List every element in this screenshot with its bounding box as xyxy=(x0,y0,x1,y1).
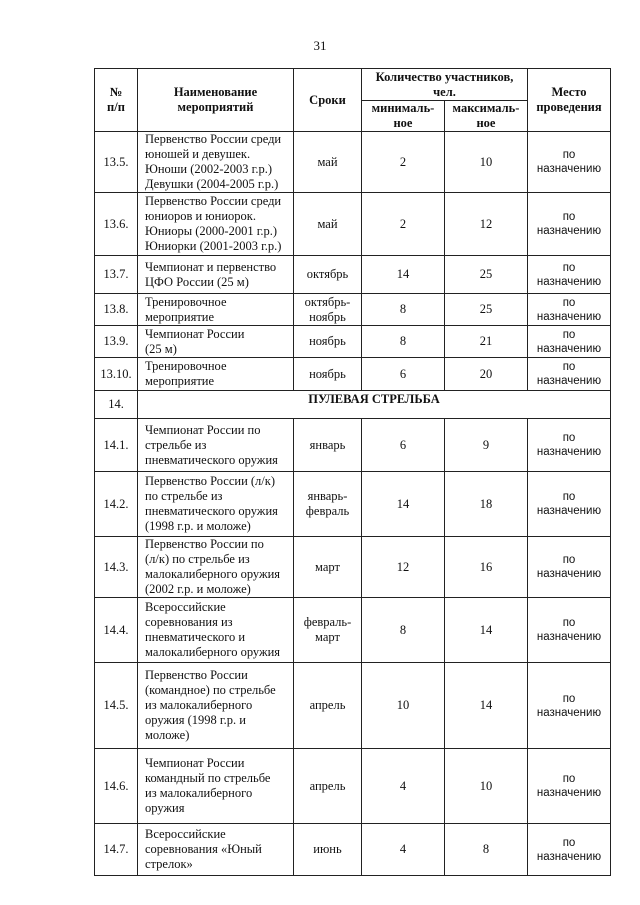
row-number: 14.6. xyxy=(95,749,138,824)
participants-max: 16 xyxy=(445,537,528,598)
row-number: 13.6. xyxy=(95,193,138,256)
event-place: по назначению xyxy=(528,294,611,326)
page-number: 31 xyxy=(313,38,327,53)
participants-min: 4 xyxy=(362,824,445,876)
header-place: Место проведения xyxy=(528,69,611,132)
event-name: Чемпионат России по стрельбе из пневматического оружия xyxy=(138,419,294,472)
table-row xyxy=(95,472,611,537)
table-row xyxy=(95,749,611,824)
event-name: Чемпионат России командный по стрельбе из малокалиберного оружия xyxy=(138,749,294,824)
event-name: Тренировочное мероприятие xyxy=(138,294,294,326)
row-number: 14. xyxy=(95,391,138,419)
event-place: по назначению xyxy=(528,419,611,472)
event-place: по назначению xyxy=(528,326,611,358)
participants-max: 25 xyxy=(445,256,528,294)
participants-min: 8 xyxy=(362,326,445,358)
participants-min: 12 xyxy=(362,537,445,598)
header-dates: Сроки xyxy=(294,69,362,132)
row-number: 14.2. xyxy=(95,472,138,537)
event-place: по назначению xyxy=(528,663,611,749)
section-title: ПУЛЕВАЯ СТРЕЛЬБА xyxy=(138,391,611,419)
participants-max: 21 xyxy=(445,326,528,358)
event-dates: январь- февраль xyxy=(294,472,362,537)
event-name: Всероссийские соревнования «Юный стрелок» xyxy=(138,824,294,876)
event-place: по назначению xyxy=(528,193,611,256)
event-place: по назначению xyxy=(528,537,611,598)
row-number: 13.10. xyxy=(95,358,138,391)
event-dates: октябрь- ноябрь xyxy=(294,294,362,326)
table-row xyxy=(95,326,611,358)
table-row xyxy=(95,824,611,876)
participants-min: 6 xyxy=(362,419,445,472)
table-row xyxy=(95,419,611,472)
participants-min: 2 xyxy=(362,132,445,193)
participants-max: 20 xyxy=(445,358,528,391)
event-name: Чемпионат и первенство ЦФО России (25 м) xyxy=(138,256,294,294)
event-dates: июнь xyxy=(294,824,362,876)
participants-min: 8 xyxy=(362,294,445,326)
event-name: Первенство России среди юниоров и юниорок. Юниоры (2000-2001 г.р.) Юниорки (2001-2003 г.р.) xyxy=(138,193,294,256)
participants-max: 10 xyxy=(445,749,528,824)
header-row xyxy=(95,69,611,101)
participants-max: 8 xyxy=(445,824,528,876)
participants-min: 14 xyxy=(362,256,445,294)
event-dates: март xyxy=(294,537,362,598)
event-place: по назначению xyxy=(528,358,611,391)
table-row xyxy=(95,256,611,294)
event-dates: май xyxy=(294,193,362,256)
participants-min: 6 xyxy=(362,358,445,391)
header-num: № п/п xyxy=(95,69,138,132)
event-dates: февраль- март xyxy=(294,598,362,663)
event-name: Тренировочное мероприятие xyxy=(138,358,294,391)
event-name: Первенство России (л/к) по стрельбе из пневматического оружия (1998 г.р. и моложе) xyxy=(138,472,294,537)
section-row xyxy=(95,391,611,419)
table-row xyxy=(95,294,611,326)
header-name: Наименование мероприятий xyxy=(138,69,294,132)
participants-max: 9 xyxy=(445,419,528,472)
event-name: Первенство России (командное) по стрельбе из малокалиберного оружия (1998 г.р. и моложе) xyxy=(138,663,294,749)
event-dates: октябрь xyxy=(294,256,362,294)
table-row xyxy=(95,132,611,193)
participants-max: 12 xyxy=(445,193,528,256)
participants-max: 14 xyxy=(445,598,528,663)
event-place: по назначению xyxy=(528,132,611,193)
table-row xyxy=(95,598,611,663)
participants-max: 14 xyxy=(445,663,528,749)
row-number: 14.4. xyxy=(95,598,138,663)
table-row xyxy=(95,663,611,749)
row-number: 14.7. xyxy=(95,824,138,876)
header-min: минималь- ное xyxy=(362,101,445,132)
events-table xyxy=(94,68,611,876)
row-number: 14.5. xyxy=(95,663,138,749)
event-dates: ноябрь xyxy=(294,326,362,358)
event-place: по назначению xyxy=(528,824,611,876)
event-place: по назначению xyxy=(528,598,611,663)
participants-min: 2 xyxy=(362,193,445,256)
header-participants: Количество участников, чел. xyxy=(362,69,528,101)
row-number: 14.1. xyxy=(95,419,138,472)
row-number: 13.5. xyxy=(95,132,138,193)
event-dates: январь xyxy=(294,419,362,472)
table-row xyxy=(95,537,611,598)
event-dates: ноябрь xyxy=(294,358,362,391)
event-dates: апрель xyxy=(294,749,362,824)
row-number: 13.7. xyxy=(95,256,138,294)
event-name: Чемпионат России (25 м) xyxy=(138,326,294,358)
event-dates: апрель xyxy=(294,663,362,749)
participants-min: 8 xyxy=(362,598,445,663)
event-place: по назначению xyxy=(528,749,611,824)
participants-max: 10 xyxy=(445,132,528,193)
participants-max: 18 xyxy=(445,472,528,537)
row-number: 13.8. xyxy=(95,294,138,326)
event-place: по назначению xyxy=(528,256,611,294)
participants-max: 25 xyxy=(445,294,528,326)
event-name: Первенство России среди юношей и девушек. Юноши (2002-2003 г.р.) Девушки (2004-2005 г.р.) xyxy=(138,132,294,193)
row-number: 13.9. xyxy=(95,326,138,358)
participants-min: 14 xyxy=(362,472,445,537)
header-max: максималь- ное xyxy=(445,101,528,132)
event-name: Всероссийские соревнования из пневматического и малокалиберного оружия xyxy=(138,598,294,663)
participants-min: 4 xyxy=(362,749,445,824)
event-dates: май xyxy=(294,132,362,193)
event-place: по назначению xyxy=(528,472,611,537)
row-number: 14.3. xyxy=(95,537,138,598)
table-row xyxy=(95,193,611,256)
table-row xyxy=(95,358,611,391)
participants-min: 10 xyxy=(362,663,445,749)
event-name: Первенство России по (л/к) по стрельбе из малокалиберного оружия (2002 г.р. и моложе) xyxy=(138,537,294,598)
